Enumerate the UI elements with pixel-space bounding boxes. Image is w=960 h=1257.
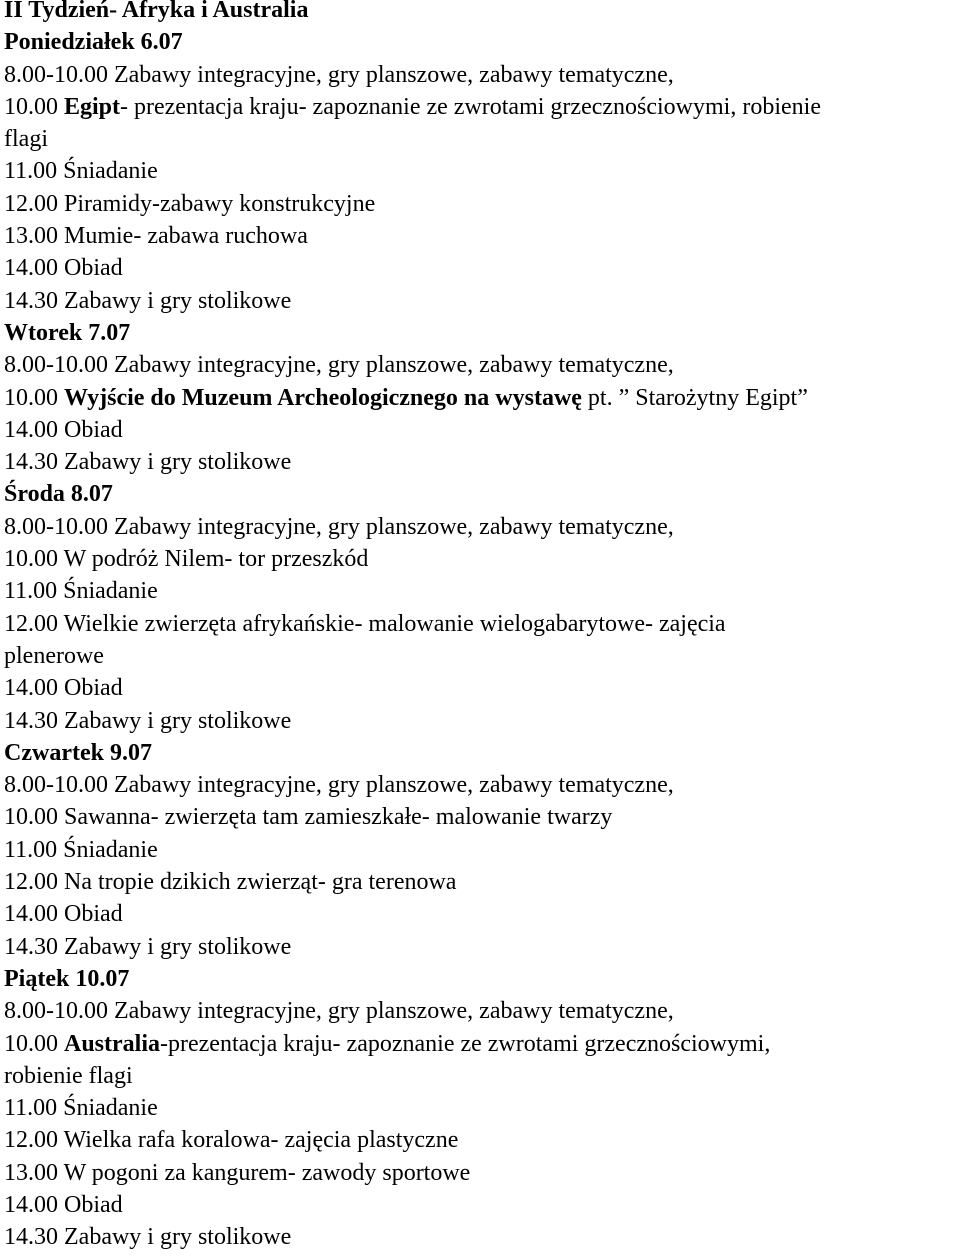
day-header: Środa 8.07	[4, 481, 113, 508]
schedule-highlight: Wyjście do Muzeum Archeologicznego na wystawę	[64, 384, 582, 411]
schedule-line: 8.00-10.00 Zabawy integracyjne, gry planszowe, zabawy tematyczne,	[4, 61, 674, 88]
schedule-line: 11.00 Śniadanie	[4, 158, 158, 185]
schedule-line: 14.30 Zabawy i gry stolikowe	[4, 707, 292, 734]
schedule-line: 14.00 Obiad	[4, 675, 123, 702]
schedule-line: 8.00-10.00 Zabawy integracyjne, gry planszowe, zabawy tematyczne,	[4, 998, 674, 1025]
schedule-line: flagi	[4, 126, 48, 153]
schedule-line: 8.00-10.00 Zabawy integracyjne, gry planszowe, zabawy tematyczne,	[4, 513, 674, 540]
schedule-description: -prezentacja kraju- zapoznanie ze zwrotami grzecznościowymi,	[160, 1030, 771, 1057]
day-header: Czwartek 9.07	[4, 739, 152, 766]
schedule-line: 14.30 Zabawy i gry stolikowe	[4, 287, 292, 314]
schedule-time: 10.00	[4, 93, 64, 120]
schedule-line: 13.00 W pogoni za kangurem- zawody sportowe	[4, 1159, 471, 1186]
schedule-line: 14.30 Zabawy i gry stolikowe	[4, 933, 292, 960]
schedule-time: 10.00	[4, 384, 64, 411]
schedule-line: 11.00 Śniadanie	[4, 1095, 158, 1122]
schedule-line: 11.00 Śniadanie	[4, 578, 158, 605]
schedule-line: 14.00 Obiad	[4, 1191, 123, 1218]
schedule-line: 14.30 Zabawy i gry stolikowe	[4, 1224, 292, 1251]
schedule-line: 14.00 Obiad	[4, 416, 123, 443]
schedule-line: 12.00 Piramidy-zabawy konstrukcyjne	[4, 190, 376, 217]
day-section	[4, 478, 954, 736]
day-section	[4, 963, 954, 1254]
schedule-line: 12.00 Na tropie dzikich zwierząt- gra terenowa	[4, 869, 457, 896]
schedule-document	[4, 0, 954, 1254]
schedule-line: plenerowe	[4, 642, 104, 669]
schedule-line: 12.00 Wielka rafa koralowa- zajęcia plastyczne	[4, 1127, 459, 1154]
schedule-line: 8.00-10.00 Zabawy integracyjne, gry planszowe, zabawy tematyczne,	[4, 772, 674, 799]
schedule-line: 11.00 Śniadanie	[4, 836, 158, 863]
schedule-line	[4, 1028, 954, 1060]
schedule-description: - prezentacja kraju- zapoznanie ze zwrotami grzecznościowymi, robienie	[120, 93, 821, 120]
day-header: Wtorek 7.07	[4, 319, 131, 346]
week-title: II Tydzień- Afryka i Australia	[4, 0, 309, 23]
schedule-line: 13.00 Mumie- zabawa ruchowa	[4, 223, 308, 250]
day-section	[4, 317, 954, 478]
schedule-highlight: Egipt	[64, 93, 121, 120]
day-header: Piątek 10.07	[4, 965, 130, 992]
days-container	[4, 26, 954, 1253]
schedule-time: 10.00	[4, 1030, 64, 1057]
schedule-line: 14.00 Obiad	[4, 255, 123, 282]
schedule-line: 14.00 Obiad	[4, 901, 123, 928]
schedule-highlight: Australia	[64, 1030, 160, 1057]
schedule-line: 8.00-10.00 Zabawy integracyjne, gry planszowe, zabawy tematyczne,	[4, 352, 674, 379]
schedule-line	[4, 382, 954, 414]
schedule-line: 10.00 W podróż Nilem- tor przeszkód	[4, 546, 369, 573]
day-section	[4, 737, 954, 963]
schedule-line: robienie flagi	[4, 1062, 133, 1089]
schedule-line	[4, 91, 954, 123]
schedule-line: 12.00 Wielkie zwierzęta afrykańskie- malowanie wielogabarytowe- zajęcia	[4, 610, 726, 637]
schedule-line: 10.00 Sawanna- zwierzęta tam zamieszkałe- malowanie twarzy	[4, 804, 613, 831]
schedule-description: pt. ” Starożytny Egipt”	[581, 384, 808, 411]
schedule-line: 14.30 Zabawy i gry stolikowe	[4, 449, 292, 476]
day-header: Poniedziałek 6.07	[4, 29, 183, 56]
day-section	[4, 26, 954, 317]
